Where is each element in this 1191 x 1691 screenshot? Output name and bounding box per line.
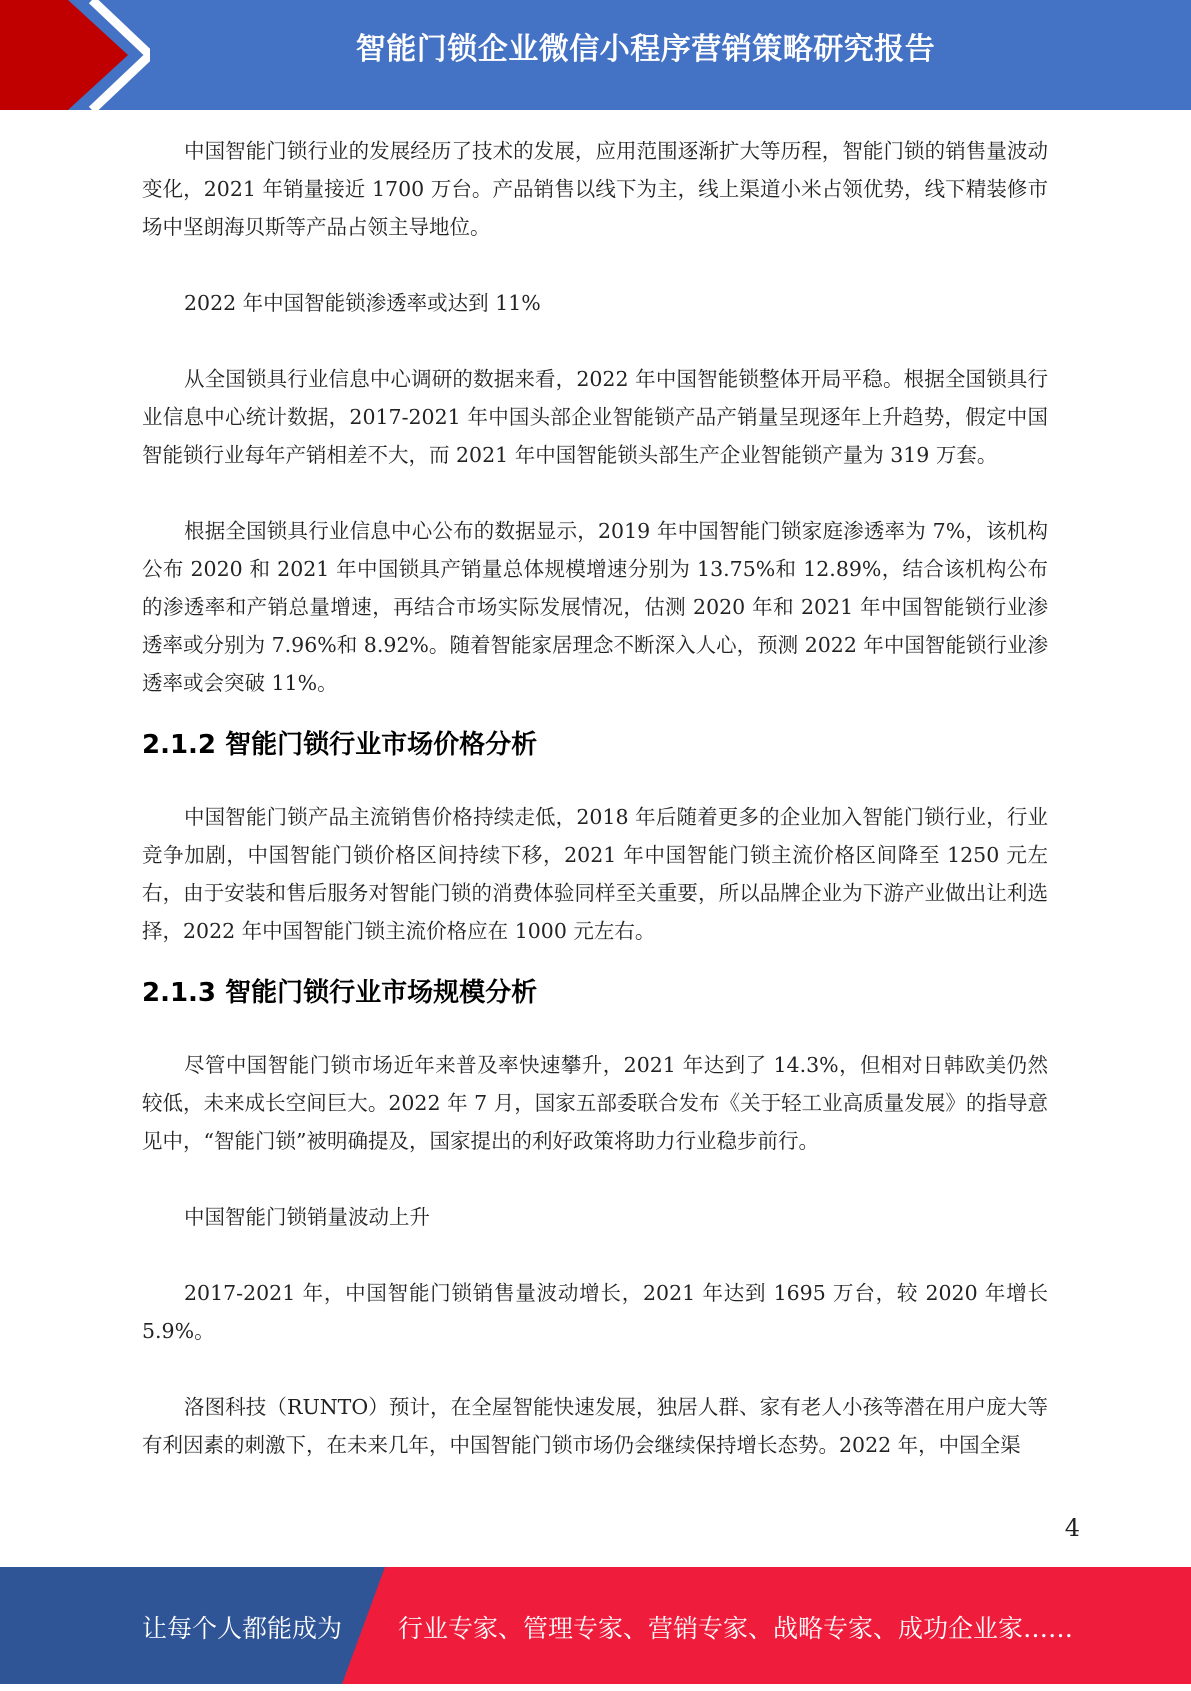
paragraph-industry-overview: 中国智能门锁行业的发展经历了技术的发展，应用范围逐渐扩大等历程，智能门锁的销售量波动变化，2021 年销量接近 1700 万台。产品销售以线下为主，线上渠道小米占领优势，线下精装修市场中坚朗海贝斯等产品占领主导地位。 [142, 139, 1048, 239]
document-title: 智能门锁企业微信小程序营销策略研究报告 [355, 32, 936, 67]
paragraph-market-growth: 尽管中国智能门锁市场近年来普及率快速攀升，2021 年达到了 14.3%，但相对日韩欧美仍然较低，未来成长空间巨大。2022 年 7 月，国家五部委联合发布《关于轻工业高质量发展》的指导意见中，“智能门锁”被明确提及，国家提出的利好政策将助力行业稳步前行。 [142, 1053, 1048, 1153]
page-number: 4 [1064, 1514, 1080, 1542]
paragraph-sales-volume: 2017-2021 年，中国智能门锁销售量波动增长，2021 年达到 1695 万台，较 2020 年增长 5.9%。 [142, 1281, 1048, 1343]
section-heading-price-analysis: 2.1.2 智能门锁行业市场价格分析 [142, 730, 538, 760]
document-body [142, 132, 1048, 1464]
paragraph-price-trend: 中国智能门锁产品主流销售价格持续走低，2018 年后随着更多的企业加入智能门锁行业，行业竞争加剧，中国智能门锁价格区间持续下移，2021 年中国智能门锁主流价格区间降至 1250 元左右，由于安装和售后服务对智能门锁的消费体验同样至关重要，所以品牌企业为下游产业做出让利选择，2022 年中国智能门锁主流价格应在 1000 元左右。 [142, 805, 1048, 943]
paragraph-sales-caption: 中国智能门锁销量波动上升 [184, 1205, 430, 1229]
footer-banner [0, 1567, 1191, 1684]
paragraph-runto-forecast: 洛图科技（RUNTO）预计，在全屋智能快速发展，独居人群、家有老人小孩等潜在用户庞大等有利因素的刺激下，在未来几年，中国智能门锁市场仍会继续保持增长态势。2022 年，中国全渠 [142, 1395, 1048, 1457]
footer-slogan-right: 行业专家、管理专家、营销专家、战略专家、成功企业家…… [398, 1614, 1074, 1643]
section-heading-market-size: 2.1.3 智能门锁行业市场规模分析 [142, 978, 538, 1008]
paragraph-penetration-estimate: 根据全国锁具行业信息中心公布的数据显示，2019 年中国智能门锁家庭渗透率为 7%，该机构公布 2020 和 2021 年中国锁具产销量总体规模增速分别为 13.75%和 12.89%，结合该机构公布的渗透率和产销总量增速，再结合市场实际发展情况，估测 2020 年和 2021 年中国智能锁行业渗透率或分别为 7.96%和 8.92%。随着智能家居理念不断深入人心，预测 2022 年中国智能锁行业渗透率或会突破 11%。 [142, 519, 1048, 695]
paragraph-lock-survey: 从全国锁具行业信息中心调研的数据来看，2022 年中国智能锁整体开局平稳。根据全国锁具行业信息中心统计数据，2017-2021 年中国头部企业智能锁产品产销量呈现逐年上升趋势，假定中国智能锁行业每年产销相差不大，而 2021 年中国智能锁头部生产企业智能锁产量为 319 万套。 [142, 367, 1048, 467]
paragraph-penetration-caption: 2022 年中国智能锁渗透率或达到 11% [184, 291, 541, 315]
header-arrow-decoration [0, 0, 150, 110]
footer-slogan-left: 让每个人都能成为 [142, 1614, 343, 1643]
